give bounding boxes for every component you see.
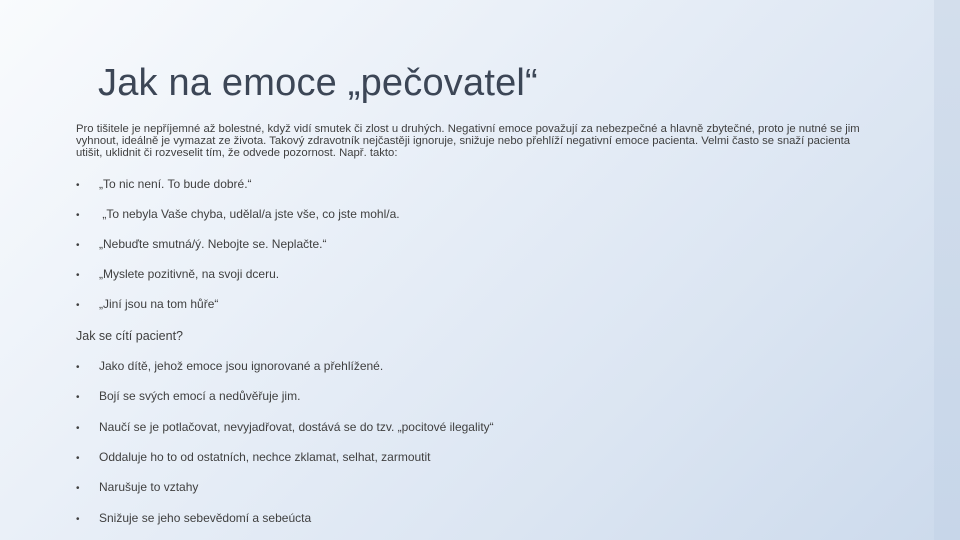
- patient-feeling-text: Bojí se svých emocí a nedůvěřuje jim.: [99, 389, 301, 403]
- example-text: „Jiní jsou na tom hůře“: [99, 297, 219, 311]
- patient-feeling-text: Naučí se je potlačovat, nevyjadřovat, dostává se do tzv. „pocitové ilegality“: [99, 420, 494, 434]
- slide-title: Jak na emoce „pečovatel“: [98, 62, 538, 104]
- bullet-icon: •: [76, 362, 80, 373]
- bullet-icon: •: [76, 210, 80, 221]
- example-item: [76, 294, 218, 314]
- patient-heading: Jak se cítí pacient?: [76, 329, 184, 343]
- patient-feeling-text: Oddaluje ho to od ostatních, nechce zklamat, selhat, zarmoutit: [99, 450, 431, 464]
- patient-feeling-item: [76, 477, 198, 497]
- bullet-icon: •: [76, 240, 80, 251]
- bullet-icon: •: [76, 270, 80, 281]
- bullet-icon: •: [76, 483, 80, 494]
- example-item: [76, 174, 252, 194]
- patient-feeling-text: Narušuje to vztahy: [99, 480, 199, 494]
- example-text: „Myslete pozitivně, na svoji dceru.: [99, 267, 280, 281]
- bullet-icon: •: [76, 392, 80, 403]
- example-item: [76, 204, 400, 224]
- patient-feeling-item: [76, 508, 311, 528]
- patient-feeling-item: [76, 417, 494, 437]
- example-text: „To nebyla Vaše chyba, udělal/a jste vše, co jste mohl/a.: [99, 207, 400, 221]
- bullet-icon: •: [76, 453, 80, 464]
- example-text: „Nebuďte smutná/ý. Nebojte se. Neplačte.“: [99, 237, 327, 251]
- bullet-icon: •: [76, 423, 80, 434]
- example-item: [76, 234, 326, 254]
- bullet-icon: •: [76, 300, 80, 311]
- patient-feeling-item: [76, 447, 431, 467]
- patient-feeling-text: Jako dítě, jehož emoce jsou ignorované a přehlížené.: [99, 359, 384, 373]
- patient-feeling-text: Snižuje se jeho sebevědomí a sebeúcta: [99, 511, 312, 525]
- bullet-icon: •: [76, 514, 80, 525]
- patient-feeling-item: [76, 386, 300, 406]
- decorative-stripe: [934, 0, 960, 540]
- example-item: [76, 264, 279, 284]
- example-text: „To nic není. To bude dobré.“: [99, 177, 252, 191]
- intro-paragraph: Pro tišitele je nepříjemné až bolestné, když vidí smutek či zlost u druhých. Negativní emoce považují za nebezpečné a hlavně zbytečné, proto je nutné se jim vyhnout, ideálně je vymazat ze života. Takový zdravotník nejčastěji ignoruje, snižuje nebo přehlíží negativní emoce pacienta. Velmi často se snaží pacienta utišit, uklidnit či rozveselit tím, že odvede pozornost. Např. takto:: [76, 123, 860, 159]
- patient-feeling-item: [76, 356, 383, 376]
- bullet-icon: •: [76, 180, 80, 191]
